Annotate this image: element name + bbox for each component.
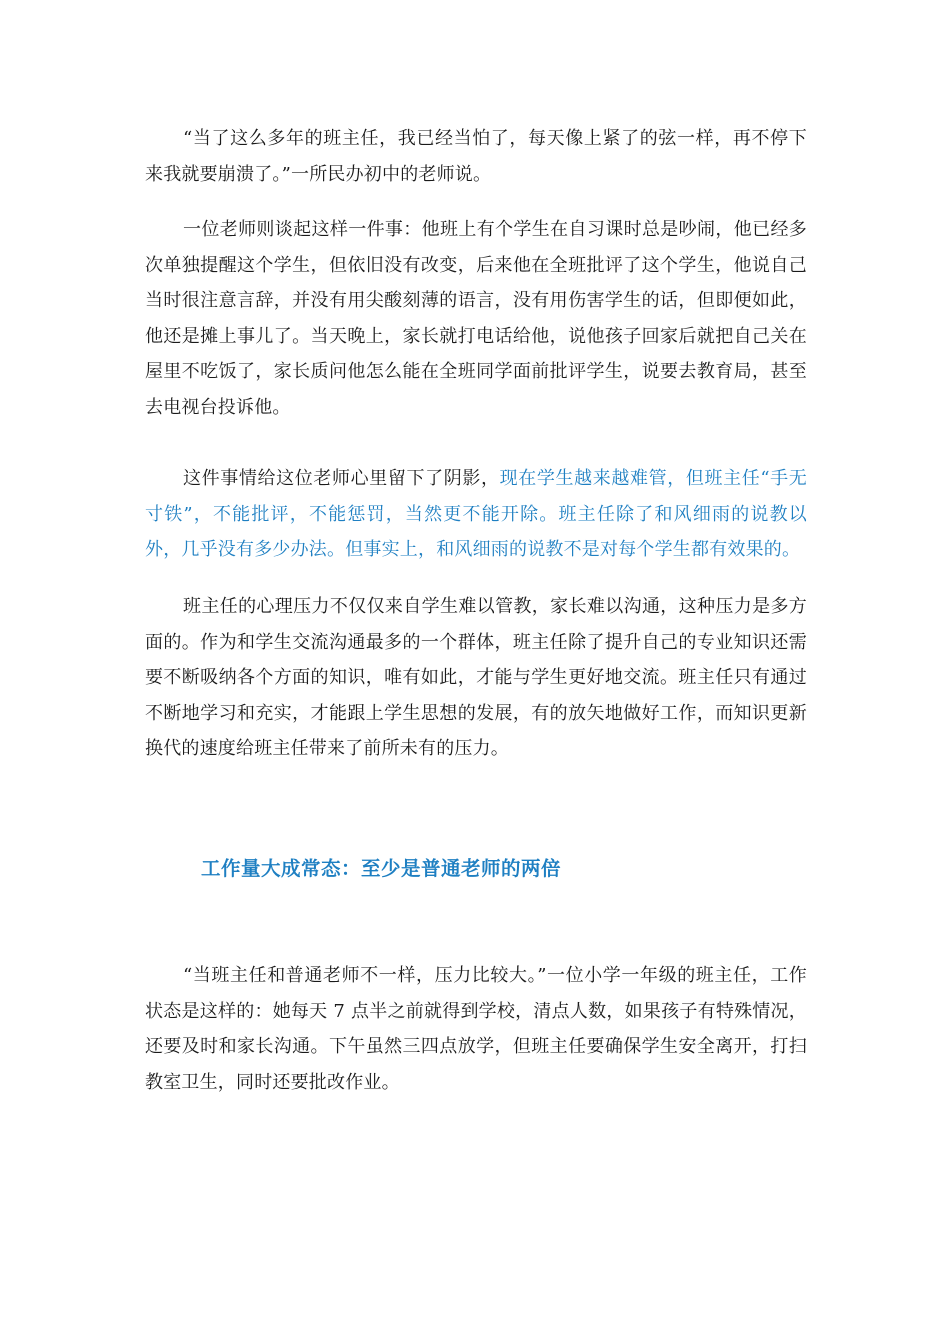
paragraph-3-text xyxy=(145,461,807,568)
paragraph-2-text: 一位老师则谈起这样一件事：他班上有个学生在自习课时总是吵闹，他已经多次单独提醒这个学生，但依旧没有改变，后来他在全班批评了这个学生，他说自己当时很注意言辞，并没有用尖酸刻薄的语言，没有用伤害学生的话，但即便如此，他还是摊上事儿了。当天晚上，家长就打电话给他，说他孩子回家后就把自己关在屋里不吃饭了，家长质问他怎么能在全班同学面前批评学生，说要去教育局，甚至去电视台投诉他。 xyxy=(145,219,807,418)
paragraph-4 xyxy=(145,589,807,767)
paragraph-1 xyxy=(145,121,807,192)
paragraph-3-plain: 这件事情给这位老师心里留下了阴影， xyxy=(183,468,500,489)
paragraph-3 xyxy=(145,461,807,568)
paragraph-1-text: “当了这么多年的班主任，我已经当怕了，每天像上紧了的弦一样，再不停下来我就要崩溃了。”一所民办初中的老师说。 xyxy=(145,128,807,185)
paragraph-3-highlight: 现在学生越来越难管，但班主任“手无寸铁”，不能批评，不能惩罚，当然更不能开除。班主任除了和风细雨的说教以外，几乎没有多少办法。但事实上，和风细雨的说教不是对每个学生都有效果的。 xyxy=(145,468,807,560)
section-heading: 工作量大成常态：至少是普通老师的两倍 xyxy=(201,857,562,880)
paragraph-4-text: 班主任的心理压力不仅仅来自学生难以管教，家长难以沟通，这种压力是多方面的。作为和学生交流沟通最多的一个群体，班主任除了提升自己的专业知识还需要不断吸纳各个方面的知识，唯有如此，才能与学生更好地交流。班主任只有通过不断地学习和充实，才能跟上学生思想的发展，有的放矢地做好工作，而知识更新换代的速度给班主任带来了前所未有的压力。 xyxy=(145,596,807,759)
paragraph-2 xyxy=(145,212,807,425)
paragraph-5 xyxy=(145,958,807,1100)
paragraph-5-text: “当班主任和普通老师不一样，压力比较大。”一位小学一年级的班主任，工作状态是这样的：她每天 7 点半之前就得到学校，清点人数，如果孩子有特殊情况，还要及时和家长沟通。下午虽然三四点放学，但班主任要确保学生安全离开，打扫教室卫生，同时还要批改作业。 xyxy=(145,965,807,1093)
